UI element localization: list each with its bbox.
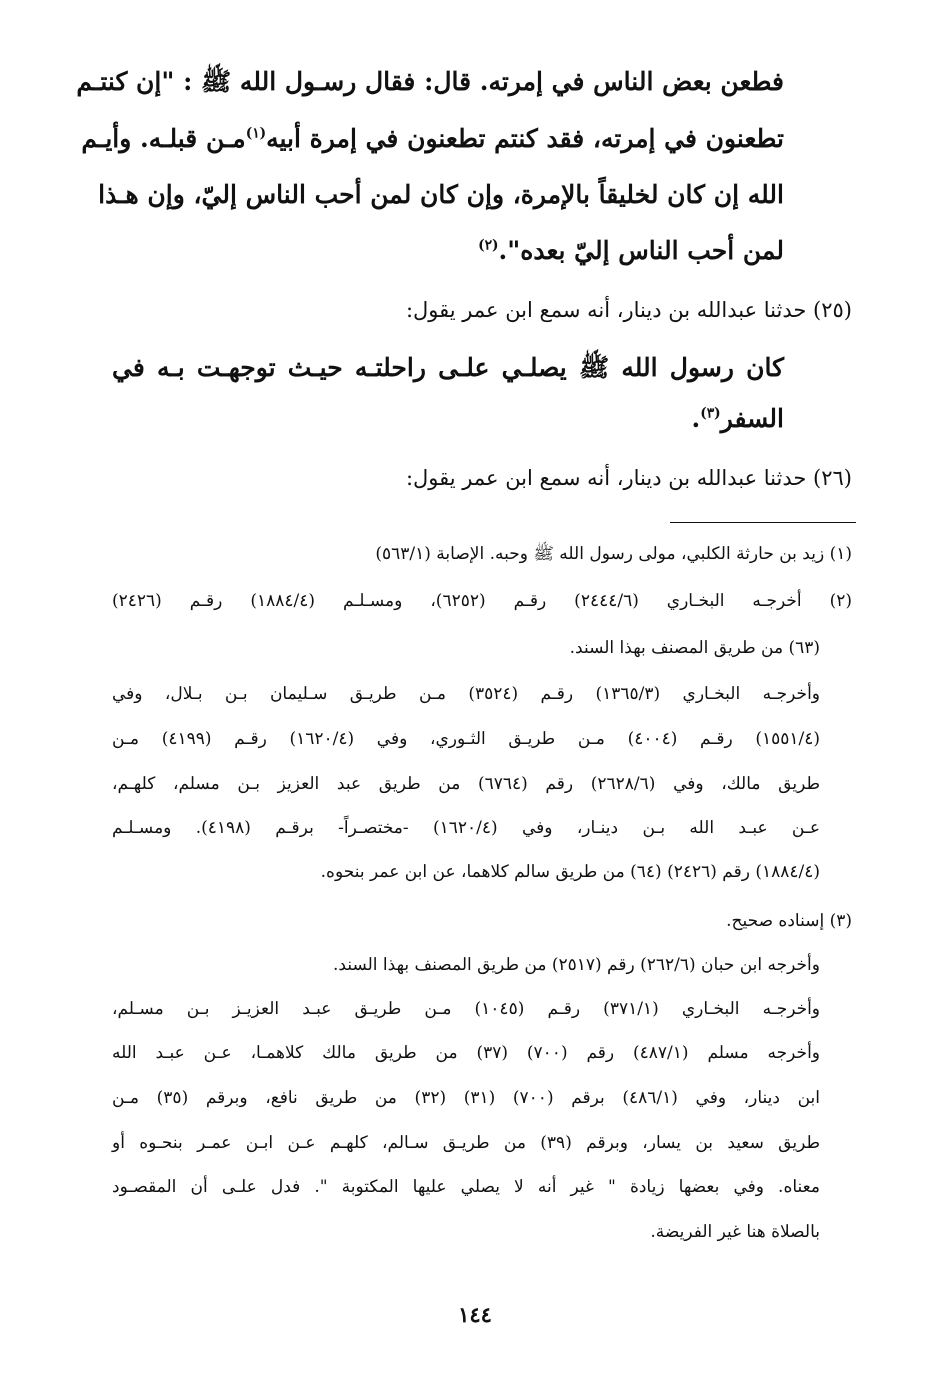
footnote-2-line: (١٨٨٤/٤) رقم (٢٤٢٦) (٦٤) من طريق سالم كلاهما، عن ابن عمر بنحوه. [320, 862, 820, 882]
footnote-2-line: (٦٣) من طريق المصنف بهذا السند. [569, 638, 820, 658]
footnote-3-line: (٣) إسناده صحيح. [726, 911, 852, 931]
hadith-intro: (٢٦) حدثنا عبدالله بن دينار، أنه سمع ابن عمر يقول: [405, 466, 852, 490]
footnote-2-line: وأخرجـه البخـاري (١٣٦٥/٣) رقـم (٣٥٢٤) مـن طريـق سـليمان بـن بـلال، وفي [112, 684, 820, 704]
page-number: ١٤٤ [458, 1302, 492, 1327]
body-line: فطعن بعض الناس في إمرته. قال: فقال رسـول الله ﷺ : "إن كنتـم [76, 67, 784, 96]
footnote-3-line: معناه. وفي بعضها زيادة " غير أنه لا يصلي عليها المكتوبة ". فدل علـى أن المقصـود [112, 1177, 820, 1197]
footnote-3-line: وأخرجـه البخـاري (٣٧١/١) رقـم (١٠٤٥) مـن طريـق عبـد العزيـز بـن مسـلم، [112, 999, 821, 1019]
hadith-text: كان رسول الله ﷺ يصلـي علـى راحلتـه حيـث توجهـت بـه في [112, 353, 784, 382]
hadith-intro: (٢٥) حدثنا عبدالله بن دينار، أنه سمع ابن عمر يقول: [405, 298, 852, 322]
body-line [81, 124, 784, 153]
footnote-3-line: وأخرجه مسلم (٤٨٧/١) رقم (٧٠٠) (٣٧) من طريق مالك كلاهمـا، عـن عبـد الله [112, 1043, 820, 1063]
footnote-2-line: (١٥٥١/٤) رقـم (٤٠٠٤) مـن طريـق الثـوري، وفي (١٦٢٠/٤) رقـم (٤١٩٩) مـن [112, 729, 820, 749]
footnote-ref: (٢) [478, 237, 499, 254]
footnote-1: (١) زيد بن حارثة الكلبي، مولى رسول الله ﷺ وحبه. الإصابة (٥٦٣/١) [375, 544, 852, 564]
footnote-3-line: بالصلاة هنا غير الفريضة. [650, 1222, 820, 1242]
footnote-3-line: ابن دينار، وفي (٤٨٦/١) برقم (٧٠٠) (٣١) (٣٢) من طريق نافع، وبرقم (٣٥) مـن [112, 1088, 821, 1108]
body-line-text: مـن قبلـه. وأيـم [81, 124, 246, 153]
footnote-2-line: طريق مالك، وفي (٢٦٢٨/٦) رقم (٦٧٦٤) من طريق عبد العزيز بـن مسلم، كلهـم، [112, 774, 820, 794]
body-line-text: تطعنون في إمرته، فقد كنتم تطعنون في إمرة أبيه [266, 124, 784, 153]
footnote-3-line: وأخرجه ابن حبان (٢٦٢/٦) رقم (٢٥١٧) من طريق المصنف بهذا السند. [333, 955, 820, 975]
body-line-text: لمن أحب الناس إليّ بعده". [498, 236, 784, 265]
footnote-ref: (١) [245, 125, 267, 142]
footnote-divider [670, 522, 856, 523]
hadith-text-end: السفر [720, 404, 784, 433]
hadith-text: السفر$^{(٣)}$. [691, 404, 784, 433]
footnote-2-line: (٢) أخرجـه البخـاري (٢٤٤٤/٦) رقـم (٦٢٥٢)، ومسـلـم (١٨٨٤/٤) رقـم (٢٤٢٦) [112, 591, 853, 611]
body-line: الله إن كان لخليقاً بالإمرة، وإن كان لمن أحب الناس إليّ، وإن هـذا [98, 180, 784, 209]
footnote-ref: (٣) [700, 405, 721, 422]
footnote-2-line: عـن عبـد الله بـن دينـار، وفي (١٦٢٠/٤) -مختصـراً- برقـم (٤١٩٨). ومسـلـم [112, 818, 820, 838]
footnote-3-line: طريق سعيد بن يسار، وبرقم (٣٩) من طريـق سـالم، كلهـم عـن ابـن عمـر بنحـوه أو [112, 1133, 821, 1153]
body-line [112, 236, 784, 265]
